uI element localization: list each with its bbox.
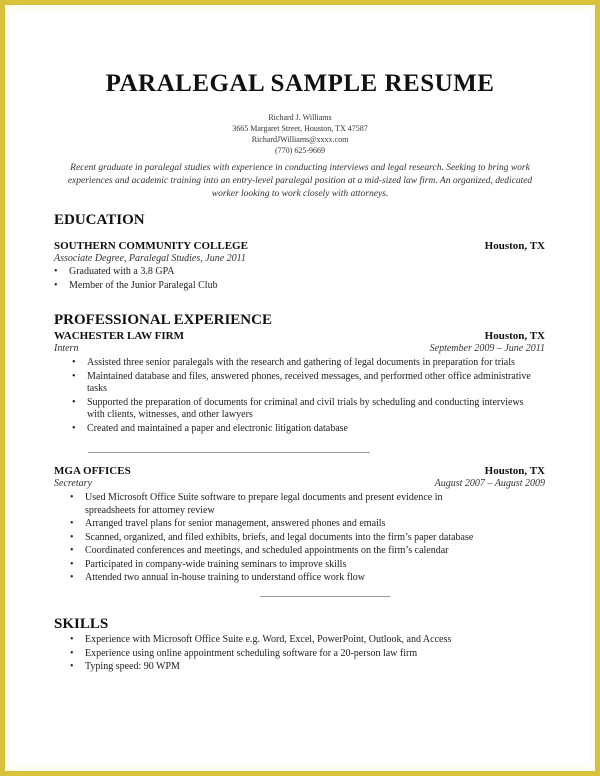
education-list (54, 266, 534, 293)
job-duties-list (70, 492, 495, 586)
divider (88, 452, 370, 453)
list-item: • Maintained database and files, answered phones, received messages, and performed other office administrative tasks (72, 371, 542, 396)
contact-address: 3665 Margaret Street, Houston, TX 47587 (232, 124, 368, 133)
experience-heading: PROFESSIONAL EXPERIENCE (54, 312, 272, 328)
job-role: Intern (54, 343, 79, 354)
list-item: • Participated in company-wide training seminars to improve skills (70, 559, 495, 572)
list-item: • Used Microsoft Office Suite software to prepare legal documents and present evidence in spreadsheets for attorney review (70, 492, 495, 517)
list-item: • Assisted three senior paralegals with the research and gathering of legal documents in preparation for trials (72, 357, 542, 370)
list-item: • Arranged travel plans for senior management, answered phones and emails (70, 518, 495, 531)
resume-page (10, 10, 590, 766)
contact-phone: (770) 625-9669 (275, 146, 325, 155)
job-role: Secretary (54, 478, 92, 489)
list-item: • Typing speed: 90 WPM (70, 661, 550, 674)
contact-email: RichardJWilliams@xxxx.com (251, 135, 349, 144)
school-name: SOUTHERN COMMUNITY COLLEGE (54, 240, 248, 252)
education-heading: EDUCATION (54, 212, 145, 228)
company-name: MGA OFFICES (54, 465, 131, 477)
list-item: • Scanned, organized, and filed exhibits, briefs, and legal documents into the firm’s paper database (70, 532, 495, 545)
list-item: • Graduated with a 3.8 GPA (54, 266, 534, 279)
skills-heading: SKILLS (54, 616, 109, 632)
list-item: • Member of the Junior Paralegal Club (54, 280, 534, 293)
job-dates: August 2007 – August 2009 (434, 478, 545, 489)
list-item: • Supported the preparation of documents for criminal and civil trials by scheduling and conducting interviews with clients, witnesses, and other lawyers (72, 397, 542, 422)
list-item: • Coordinated conferences and meetings, and scheduled appointments on the firm’s calendar (70, 545, 495, 558)
contact-name: Richard J. Williams (268, 113, 332, 122)
company-location: Houston, TX (484, 330, 545, 342)
company-location: Houston, TX (484, 465, 545, 477)
list-item: • Experience with Microsoft Office Suite e.g. Word, Excel, PowerPoint, Outlook, and Access (70, 634, 550, 647)
list-item: • Created and maintained a paper and electronic litigation database (72, 423, 542, 436)
list-item: • Attended two annual in-house training to understand office work flow (70, 572, 495, 585)
job-duties-list (72, 357, 542, 436)
resume-title: PARALEGAL SAMPLE RESUME (105, 70, 495, 97)
job-dates: September 2009 – June 2011 (429, 343, 545, 354)
list-item: • Experience using online appointment scheduling software for a 20-person law firm (70, 648, 550, 661)
divider (260, 596, 390, 597)
school-location: Houston, TX (484, 240, 545, 252)
degree: Associate Degree, Paralegal Studies, June 2011 (54, 253, 246, 264)
skills-list (70, 634, 550, 675)
company-name: WACHESTER LAW FIRM (54, 330, 184, 342)
summary: Recent graduate in paralegal studies with experience in conducting interviews and legal research. Seeking to bring work experiences and academic training into an entry-level paralegal position at a mid-sized law firm. An organized, dedicated worker looking to work closely with attorneys. (67, 163, 533, 199)
